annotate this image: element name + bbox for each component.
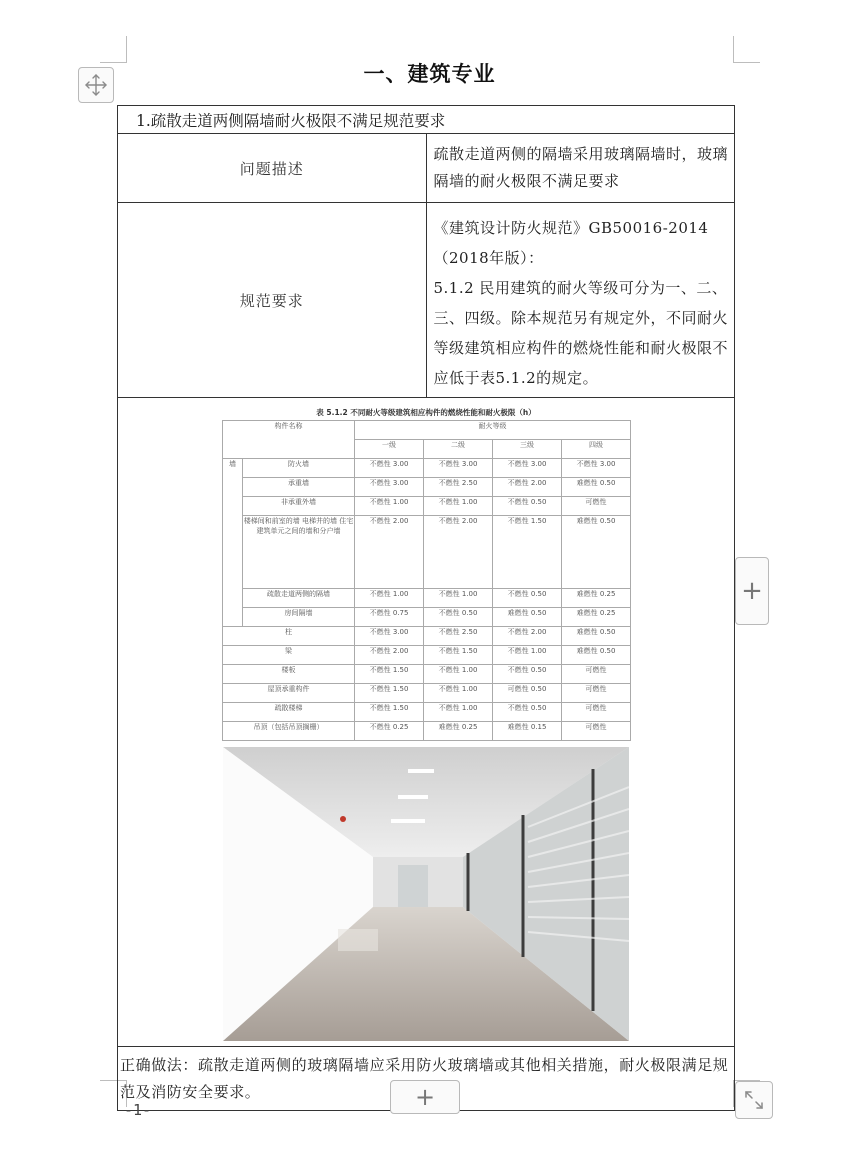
expand-button[interactable] bbox=[735, 1081, 773, 1119]
illustration-cell[interactable] bbox=[118, 398, 735, 1047]
rating-cell: 可燃性 0.50 bbox=[493, 684, 562, 703]
grade-header: 三级 bbox=[493, 440, 562, 459]
rating-cell: 不燃性 0.50 bbox=[493, 589, 562, 608]
rating-cell: 不燃性 1.50 bbox=[355, 684, 424, 703]
rating-cell: 可燃性 bbox=[562, 684, 631, 703]
rating-cell: 不燃性 1.00 bbox=[355, 589, 424, 608]
fire-table-row bbox=[223, 627, 631, 646]
add-column-button[interactable]: + bbox=[735, 557, 769, 625]
fire-rating-table-image bbox=[222, 406, 630, 741]
fire-table-row bbox=[223, 684, 631, 703]
rating-cell: 不燃性 2.50 bbox=[424, 478, 493, 497]
rating-cell: 不燃性 2.00 bbox=[424, 516, 493, 589]
rating-cell: 不燃性 0.50 bbox=[493, 497, 562, 516]
rating-cell: 不燃性 1.00 bbox=[424, 589, 493, 608]
component-name: 疏散楼梯 bbox=[223, 703, 355, 722]
grade-header: 一级 bbox=[355, 440, 424, 459]
fire-table-caption: 表 5.1.2 不同耐火等级建筑相应构件的燃烧性能和耐火极限（h） bbox=[316, 408, 536, 417]
rating-cell: 可燃性 bbox=[562, 497, 631, 516]
rating-cell: 不燃性 3.00 bbox=[493, 459, 562, 478]
component-name: 屋顶承重构件 bbox=[223, 684, 355, 703]
spec-clause: 5.1.2 民用建筑的耐火等级可分为一、二、三、四级。除本规范另有规定外，不同耐火等级建筑相应构件的燃烧性能和耐火极限不应低于表5.1.2的规定。 bbox=[433, 279, 729, 387]
fire-table-row bbox=[223, 665, 631, 684]
rating-cell: 不燃性 2.00 bbox=[355, 646, 424, 665]
rating-cell: 可燃性 bbox=[562, 722, 631, 741]
component-name: 承重墙 bbox=[243, 478, 355, 497]
fire-table-row bbox=[223, 589, 631, 608]
rating-cell: 可燃性 bbox=[562, 703, 631, 722]
rating-cell: 不燃性 3.00 bbox=[355, 627, 424, 646]
fire-table-row bbox=[223, 703, 631, 722]
fire-rating-table bbox=[222, 420, 631, 741]
issue-heading[interactable]: 1.疏散走道两侧隔墙耐火极限不满足规范要求 bbox=[118, 106, 735, 134]
add-row-button[interactable]: + bbox=[390, 1080, 460, 1114]
rating-cell: 不燃性 2.00 bbox=[493, 478, 562, 497]
component-name: 楼梯间和前室的墙 电梯井的墙 住宅建筑单元之间的墙和分户墙 bbox=[243, 516, 355, 589]
rating-cell: 不燃性 2.50 bbox=[424, 627, 493, 646]
component-name: 非承重外墙 bbox=[243, 497, 355, 516]
rating-cell: 可燃性 bbox=[562, 665, 631, 684]
rating-cell: 不燃性 3.00 bbox=[355, 478, 424, 497]
rating-cell: 不燃性 1.50 bbox=[424, 646, 493, 665]
fire-table-row bbox=[223, 459, 631, 478]
rating-cell: 难燃性 0.25 bbox=[562, 608, 631, 627]
rating-cell: 不燃性 1.50 bbox=[355, 703, 424, 722]
spec-label[interactable]: 规范要求 bbox=[118, 203, 427, 398]
rating-cell: 不燃性 1.00 bbox=[424, 703, 493, 722]
col-component-header: 构件名称 bbox=[223, 421, 355, 459]
rating-cell: 难燃性 0.50 bbox=[493, 608, 562, 627]
fire-table-row bbox=[223, 478, 631, 497]
rating-cell: 不燃性 3.00 bbox=[424, 459, 493, 478]
rating-cell: 不燃性 1.50 bbox=[355, 665, 424, 684]
rating-cell: 难燃性 0.25 bbox=[562, 589, 631, 608]
correct-practice[interactable]: 正确做法：疏散走道两侧的玻璃隔墙应采用防火玻璃墙或其他相关措施，耐火极限满足规 范及消防安全要求。 bbox=[118, 1047, 735, 1111]
rating-cell: 不燃性 1.00 bbox=[424, 684, 493, 703]
component-name: 房间隔墙 bbox=[243, 608, 355, 627]
problem-label[interactable]: 问题描述 bbox=[118, 134, 427, 203]
component-name: 吊顶（包括吊顶搁栅） bbox=[223, 722, 355, 741]
rating-cell: 不燃性 0.25 bbox=[355, 722, 424, 741]
fire-table-row bbox=[223, 608, 631, 627]
col-grade-header: 耐火等级 bbox=[355, 421, 631, 440]
rating-cell: 难燃性 0.50 bbox=[562, 627, 631, 646]
corridor-photo-drawing bbox=[223, 747, 629, 1041]
component-name: 楼板 bbox=[223, 665, 355, 684]
page-title: 一、建筑专业 bbox=[363, 62, 496, 86]
fire-table-row bbox=[223, 516, 631, 589]
rating-cell: 不燃性 1.00 bbox=[493, 646, 562, 665]
page-number: -1- bbox=[124, 1101, 152, 1119]
spec-cell[interactable] bbox=[426, 203, 735, 398]
rating-cell: 难燃性 0.50 bbox=[562, 516, 631, 589]
rating-cell: 难燃性 0.15 bbox=[493, 722, 562, 741]
rating-cell: 难燃性 0.50 bbox=[562, 646, 631, 665]
glass-partition-corridor-photo bbox=[223, 747, 629, 1041]
rating-cell: 不燃性 0.50 bbox=[493, 703, 562, 722]
expand-diagonal-icon bbox=[742, 1088, 766, 1112]
rating-cell: 不燃性 2.00 bbox=[493, 627, 562, 646]
issue-table bbox=[117, 105, 735, 1111]
wall-group-label: 墙 bbox=[223, 459, 243, 627]
fire-table-row bbox=[223, 497, 631, 516]
rating-cell: 不燃性 0.75 bbox=[355, 608, 424, 627]
component-name: 疏散走道两侧的隔墙 bbox=[243, 589, 355, 608]
fire-table-row bbox=[223, 646, 631, 665]
rating-cell: 不燃性 1.00 bbox=[355, 497, 424, 516]
rating-cell: 不燃性 1.00 bbox=[424, 497, 493, 516]
component-name: 梁 bbox=[223, 646, 355, 665]
rating-cell: 难燃性 0.25 bbox=[424, 722, 493, 741]
rating-cell: 不燃性 3.00 bbox=[355, 459, 424, 478]
rating-cell: 不燃性 2.00 bbox=[355, 516, 424, 589]
rating-cell: 不燃性 0.50 bbox=[493, 665, 562, 684]
component-name: 防火墙 bbox=[243, 459, 355, 478]
spec-reference: 《建筑设计防火规范》GB50016-2014（2018年版）： bbox=[433, 219, 709, 267]
problem-description[interactable]: 疏散走道两侧的隔墙采用玻璃隔墙时，玻璃隔墙的耐火极限不满足要求 bbox=[426, 134, 735, 203]
rating-cell: 不燃性 0.50 bbox=[424, 608, 493, 627]
rating-cell: 不燃性 1.50 bbox=[493, 516, 562, 589]
grade-header: 四级 bbox=[562, 440, 631, 459]
grade-header: 二级 bbox=[424, 440, 493, 459]
rating-cell: 不燃性 1.00 bbox=[424, 665, 493, 684]
component-name: 柱 bbox=[223, 627, 355, 646]
rating-cell: 不燃性 3.00 bbox=[562, 459, 631, 478]
fire-table-row bbox=[223, 722, 631, 741]
rating-cell: 难燃性 0.50 bbox=[562, 478, 631, 497]
